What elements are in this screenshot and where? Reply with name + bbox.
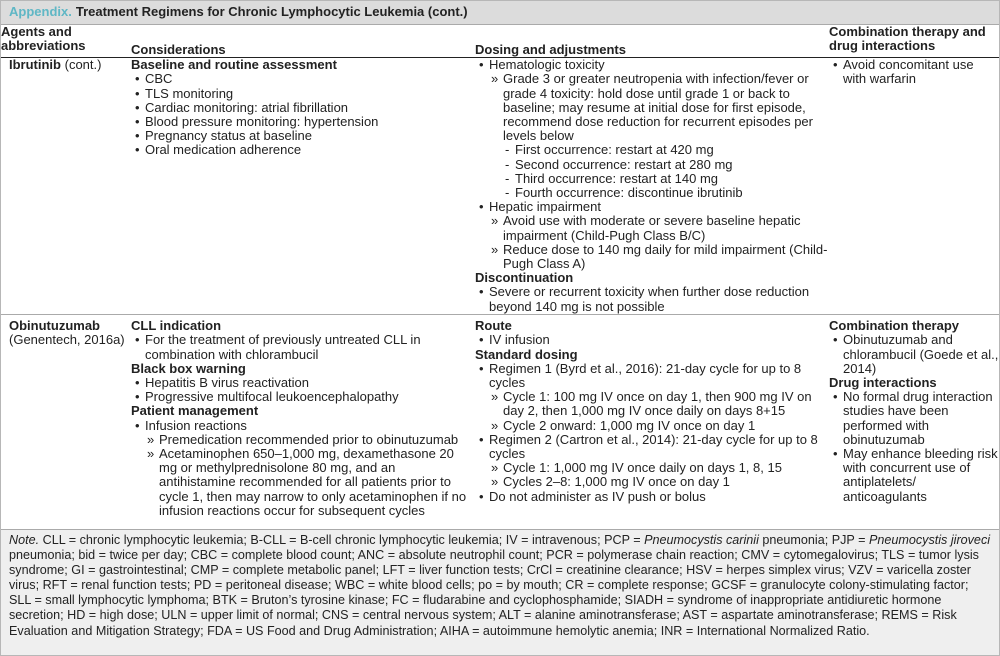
appendix-label: Appendix. — [9, 4, 72, 20]
note-label: Note. — [9, 533, 40, 547]
list-item: • Regimen 1 (Byrd et al., 2016): 21-day cycle for up to 8 cycles — [475, 362, 829, 390]
regimens-table — [1, 25, 999, 518]
list-item: • Oral medication adherence — [131, 143, 475, 157]
combination-cell — [829, 315, 999, 518]
sub-list-item: » Avoid use with moderate or severe baseline hepatic impairment (Child-Pugh Class B/C) — [475, 214, 829, 242]
combination-cell — [829, 58, 999, 315]
list-item: • Severe or recurrent toxicity when further dose reduction beyond 140 mg is not possible — [475, 285, 829, 313]
table-title: Treatment Regimens for Chronic Lymphocytic Leukemia (cont.) — [75, 4, 468, 20]
list-item: • Progressive multifocal leukoencephalopathy — [131, 390, 475, 404]
note-text-1: CLL = chronic lymphocytic leukemia; B-CLL = B-cell chronic lymphocytic leukemia; IV = intravenous; PCP = — [42, 533, 641, 547]
list-item: • Blood pressure monitoring: hypertension — [131, 115, 475, 129]
col-header-dosing: Dosing and adjustments — [475, 42, 626, 57]
table-note — [1, 529, 999, 655]
column-header-row — [1, 25, 999, 58]
note-text-2: pneumonia; PJP = — [762, 533, 866, 547]
col-header-combination: Combination therapy and drug interactions — [829, 24, 986, 54]
list-item: • Hepatitis B virus reactivation — [131, 376, 475, 390]
section-heading: Combination therapy — [829, 318, 960, 334]
sub-list-item: » Reduce dose to 140 mg daily for mild impairment (Child-Pugh Class A) — [475, 243, 829, 271]
sub-list-item: » Cycles 2–8: 1,000 mg IV once on day 1 — [475, 475, 829, 489]
list-item: • For the treatment of previously untreated CLL in combination with chlorambucil — [131, 333, 475, 361]
table-title-bar — [1, 1, 999, 25]
section-heading: Drug interactions — [829, 375, 937, 391]
dash-item: - Third occurrence: restart at 140 mg — [475, 172, 829, 186]
note-italic-pjp: Pneumocystis jiroveci — [868, 533, 991, 547]
dash-item: - Second occurrence: restart at 280 mg — [475, 158, 829, 172]
sub-list-item: » Acetaminophen 650–1,000 mg, dexamethasone 20 mg or methylprednisolone 80 mg, and an antihistamine recommended for all patients prior to cycle 1, then may narrow to only acetaminophen if no infusion reactions occur for subsequent cycles — [131, 447, 475, 518]
list-item: • IV infusion — [475, 333, 829, 347]
agent-name: Obinutuzumab — [9, 318, 100, 334]
list-item: • May enhance bleeding risk with concurrent use of antiplatelets/ anticoagulants — [829, 447, 999, 504]
dash-item: - First occurrence: restart at 420 mg — [475, 143, 829, 157]
list-item: • Cardiac monitoring: atrial fibrillation — [131, 101, 475, 115]
list-item: • Do not administer as IV push or bolus — [475, 490, 829, 504]
list-item: • No formal drug interaction studies have been performed with obinutuzumab — [829, 390, 999, 447]
list-item: • Hepatic impairment — [475, 200, 829, 214]
agent-suffix: (cont.) — [64, 57, 102, 73]
dosing-cell — [475, 58, 829, 315]
section-heading: Baseline and routine assessment — [131, 57, 337, 73]
agent-name: Ibrutinib — [9, 57, 61, 73]
list-item: • Infusion reactions — [131, 419, 475, 433]
note-italic-pcp: Pneumocystis carinii — [644, 533, 759, 547]
agent-cell — [1, 315, 131, 518]
note-text-3: pneumonia; bid = twice per day; CBC = complete blood count; ANC = absolute neutrophil count; PCR = polymerase chain reaction; CMV = cytomegalovirus; TLS = tumor lysis syndrome; GI = gastrointestinal; CMP = complete metabolic panel; LFT = liver function tests; CrCl = creatinine clearance; HSV = herpes simplex virus; VZV = varicella zoster virus; RFT = renal function tests; PD = peritoneal disease; WBC = white blood cells; po = by mouth; CR = complete response; GCSF = granulocyte colony-stimulating factor; SLL = small lymphocytic lymphoma; BTK = Bruton’s tyrosine kinase; FC = fludarabine and cyclophosphamide; SIADH = syndrome of inappropriate antidiuretic hormone secretion; HD = high dose; ULN = upper limit of normal; CNS = central nervous system; ALT = alanine aminotransferase; AST = aspartate aminotransferase; REMS = Risk Evaluation and Mitigation Strategy; FDA = US Food and Drug Administration; AIHA = autoimmune hemolytic anemia; INR = International Normalized Ratio. — [9, 548, 979, 638]
table-row-ibrutinib — [1, 58, 999, 315]
sub-list-item: » Cycle 1: 100 mg IV once on day 1, then 900 mg IV on day 2, then 1,000 mg IV once daily on days 8+15 — [475, 390, 829, 418]
dash-item: - Fourth occurrence: discontinue ibrutinib — [475, 186, 829, 200]
dosing-cell — [475, 315, 829, 518]
section-heading: CLL indication — [131, 318, 222, 334]
list-item: • Avoid concomitant use with warfarin — [829, 58, 999, 86]
table-row-obinutuzumab — [1, 315, 999, 518]
col-header-considerations: Considerations — [131, 42, 226, 57]
section-heading: Black box warning — [131, 360, 246, 376]
list-item: • TLS monitoring — [131, 87, 475, 101]
sub-list-item: » Cycle 2 onward: 1,000 mg IV once on day 1 — [475, 419, 829, 433]
sub-list-item: » Premedication recommended prior to obinutuzumab — [131, 433, 475, 447]
sub-list-item: » Cycle 1: 1,000 mg IV once daily on days 1, 8, 15 — [475, 461, 829, 475]
agent-reference: (Genentech, 2016a) — [9, 332, 125, 348]
considerations-cell — [131, 58, 475, 315]
section-heading: Standard dosing — [475, 346, 578, 362]
section-heading: Discontinuation — [475, 270, 574, 286]
col-header-agents: Agents and abbreviations — [1, 24, 86, 54]
sub-list-item: » Grade 3 or greater neutropenia with infection/fever or grade 4 toxicity: hold dose until grade 1 or back to baseline; may resume at initial dose for first episode, recommend dose reduction for recurrent episodes per levels below — [475, 72, 829, 143]
list-item: • Obinutuzumab and chlorambucil (Goede et al., 2014) — [829, 333, 999, 376]
list-item: • Regimen 2 (Cartron et al., 2014): 21-day cycle for up to 8 cycles — [475, 433, 829, 461]
list-item: • CBC — [131, 72, 475, 86]
considerations-cell — [131, 315, 475, 518]
section-heading: Patient management — [131, 403, 259, 419]
agent-cell — [1, 58, 131, 315]
list-item: • Pregnancy status at baseline — [131, 129, 475, 143]
list-item: • Hematologic toxicity — [475, 58, 829, 72]
section-heading: Route — [475, 318, 512, 334]
